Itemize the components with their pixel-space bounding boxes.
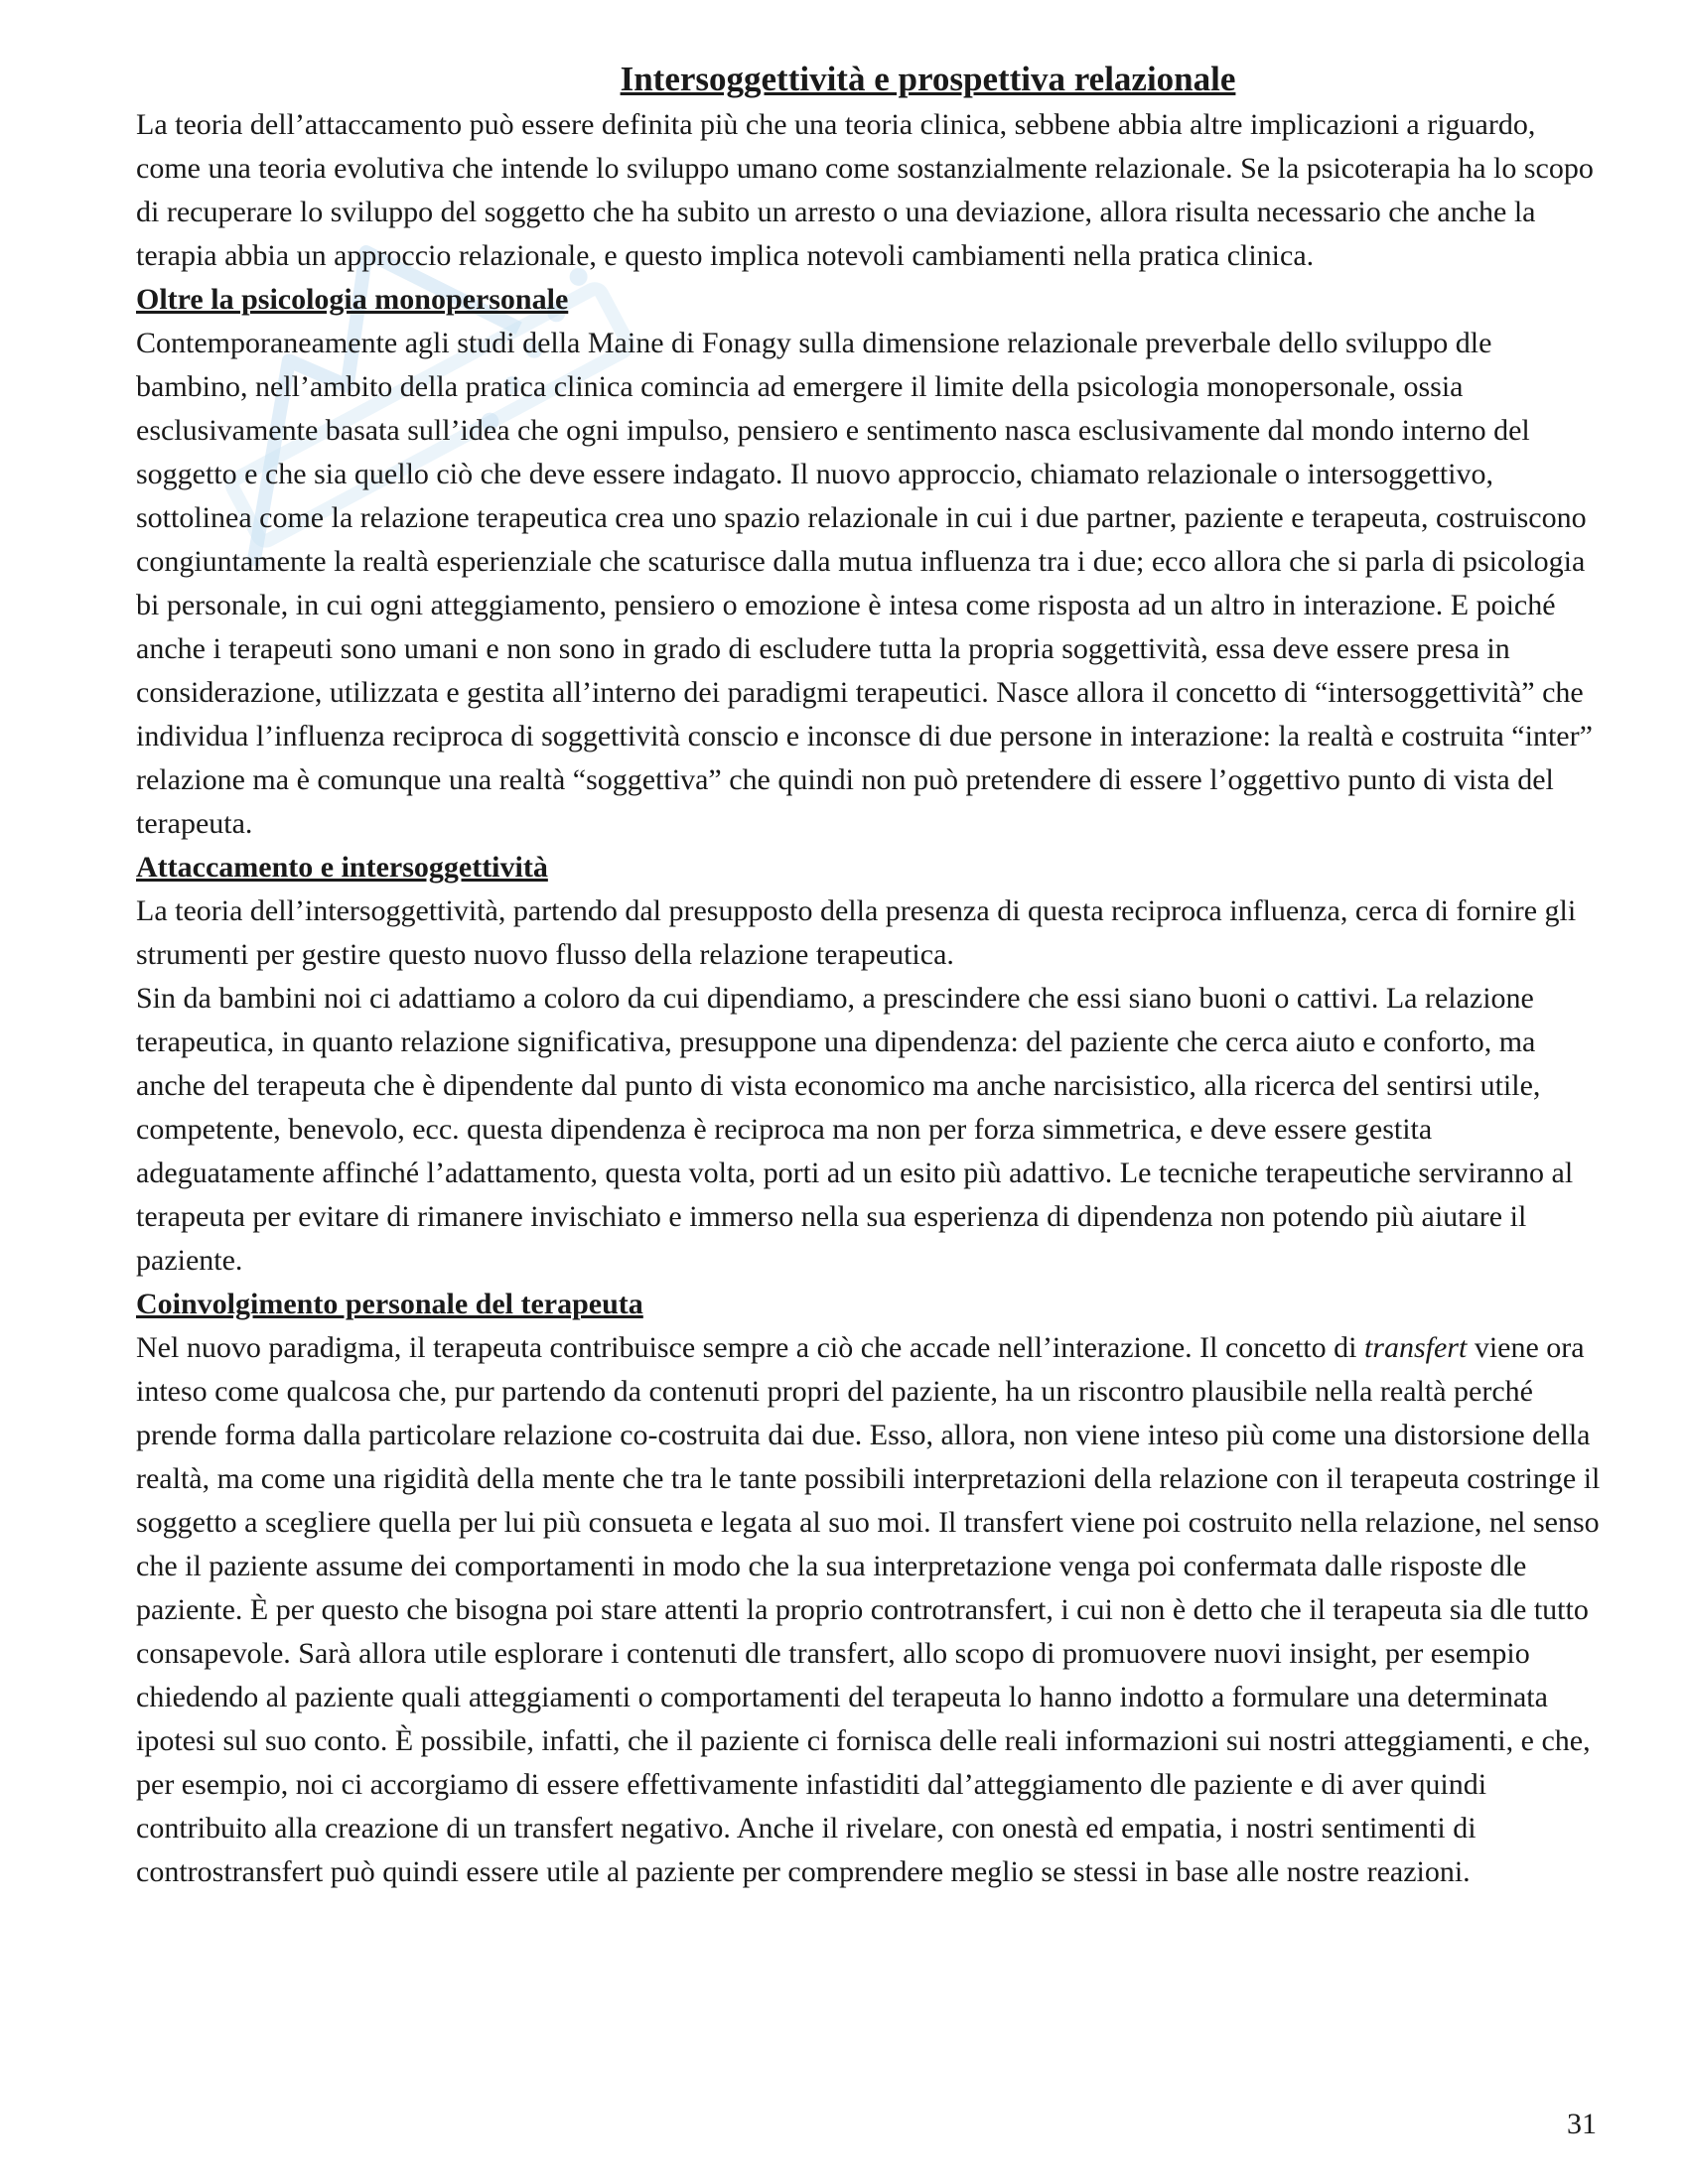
transfert-term: transfert [1363,1331,1468,1364]
attaccamento-paragraph-1: La teoria dell’intersoggettività, partendo dal presupposto della presenza di questa reciproca influenza, cerca di fornire gli strumenti per gestire questo nuovo flusso della relazione terapeutica. [136,894,1577,971]
document-title: Intersoggettività e prospettiva relazionale [620,60,1236,98]
section-heading-attaccamento: Attaccamento e intersoggettività [136,851,548,884]
page-number: 31 [1567,2108,1597,2140]
coinvolgimento-text-rest: viene ora inteso come qualcosa che, pur partendo da contenuti propri del paziente, ha un riscontro plausibile nella realtà perché prende forma dalla particolare relazione co-costruita dai due. Esso, allora, non viene inteso più come una distorsione della realtà, ma come una rigidità della mente che tra le tante possibili interpretazioni della relazione con il terapeuta costringe il soggetto a scegliere quella per lui più consueta e legata al suo moi. Il transfert viene poi costruito nella relazione, nel senso che il paziente assume dei comportamenti in modo che la sua interpretazione venga poi confermata dalle risposte dle paziente. È per questo che bisogna poi stare attenti la proprio controtransfert, i cui non è detto che il terapeuta sia dle tutto consapevole. Sarà allora utile esplorare i contenuti dle transfert, allo scopo di promuovere nuovi insight, per esempio chiedendo al paziente quali atteggiamenti o comportamenti del terapeuta lo hanno indotto a formulare una determinata ipotesi sul suo conto. È possibile, infatti, che il paziente ci fornisca delle reali informazioni sui nostri atteggiamenti, e che, per esempio, noi ci accorgiamo di essere effettivamente infastiditi dal’atteggiamento dle paziente e di aver quindi contribuito alla creazione di un transfert negativo. Anche il rivelare, con onestà ed empatia, i nostri sentimenti di controstransfert può quindi essere utile al paziente per comprendere meglio se stessi in base alle nostre reazioni. [136,1331,1601,1888]
section-heading-coinvolgimento: Coinvolgimento personale del terapeuta [136,1288,643,1320]
coinvolgimento-text-start: Nel nuovo paradigma, il terapeuta contribuisce sempre a ciò che accade nell’interazione. Il concetto di [136,1331,1364,1364]
coinvolgimento-paragraph [136,1326,1601,1894]
monopersonale-paragraph: Contemporaneamente agli studi della Maine di Fonagy sulla dimensione relazionale preverbale dello sviluppo dle bambino, nell’ambito della pratica clinica comincia ad emergere il limite della psicologia monopersonale, ossia esclusivamente basata sull’idea che ogni impulso, pensiero e sentimento nasca esclusivamente dal mondo interno del soggetto e che sia quello ciò che deve essere indagato. Il nuovo approccio, chiamato relazionale o intersoggettivo, sottolinea come la relazione terapeutica crea uno spazio relazionale in cui i due partner, paziente e terapeuta, costruiscono congiuntamente la realtà esperienziale che scaturisce dalla mutua influenza tra i due; ecco allora che si parla di psicologia bi personale, in cui ogni atteggiamento, pensiero o emozione è intesa come risposta ad un altro in interazione. E poiché anche i terapeuti sono umani e non sono in grado di escludere tutta la propria soggettività, essa deve essere presa in considerazione, utilizzata e gestita all’interno dei paradigmi terapeutici. Nasce allora il concetto di “intersoggettività” che individua l’influenza reciproca di soggettività conscio e inconsce di due persone in interazione: la realtà e costruita “inter” relazione ma è comunque una realtà “soggettiva” che quindi non può pretendere di essere l’oggettivo punto di vista del terapeuta. [136,327,1593,840]
document-page [136,58,1601,1894]
section-heading-monopersonale: Oltre la psicologia monopersonale [136,283,569,316]
attaccamento-paragraph-2: Sin da bambini noi ci adattiamo a coloro da cui dipendiamo, a prescindere che essi siano buoni o cattivi. La relazione terapeutica, in quanto relazione significativa, presuppone una dipendenza: del paziente che cerca aiuto e conforto, ma anche del terapeuta che è dipendente dal punto di vista economico ma anche narcisistico, alla ricerca del sentirsi utile, competente, benevolo, ecc. questa dipendenza è reciproca ma non per forza simmetrica, e deve essere gestita adeguatamente affinché l’adattamento, questa volta, porti ad un esito più adattivo. Le tecniche terapeutiche serviranno al terapeuta per evitare di rimanere invischiato e immerso nella sua esperienza di dipendenza non potendo più aiutare il paziente. [136,982,1574,1277]
intro-paragraph: La teoria dell’attaccamento può essere definita più che una teoria clinica, sebbene abbia altre implicazioni a riguardo, come una teoria evolutiva che intende lo sviluppo umano come sostanzialmente relazionale. Se la psicoterapia ha lo scopo di recuperare lo sviluppo del soggetto che ha subito un arresto o una deviazione, allora risulta necessario che anche la terapia abbia un approccio relazionale, e questo implica notevoli cambiamenti nella pratica clinica. [136,108,1594,272]
